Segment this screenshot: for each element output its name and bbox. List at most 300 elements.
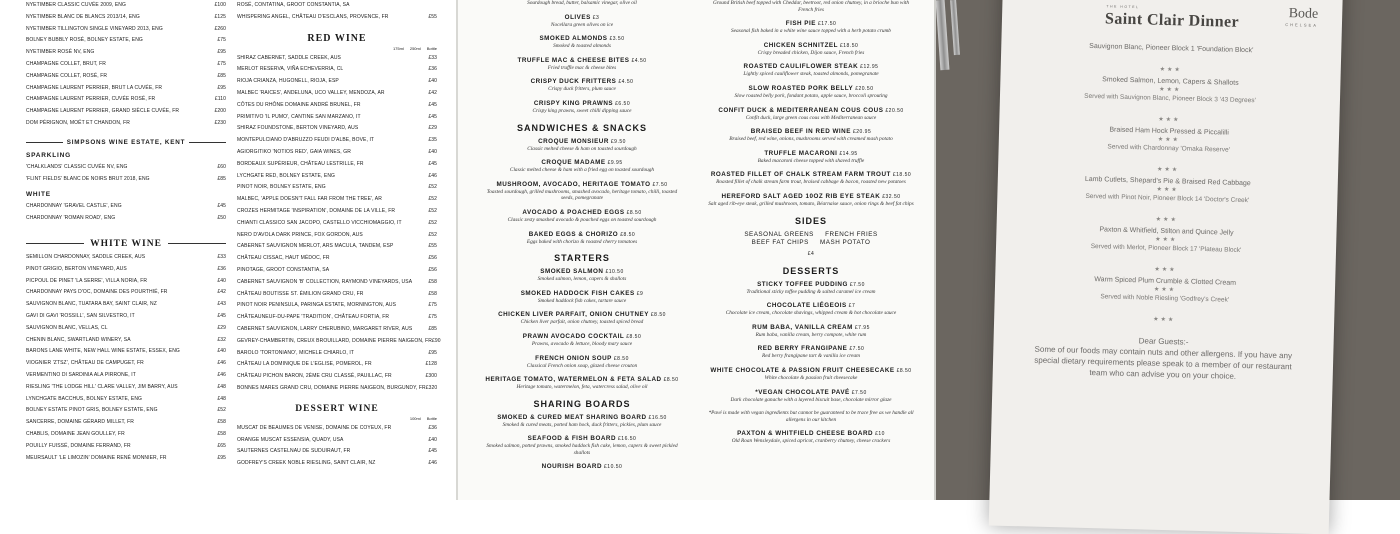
menu-item-price: £4.50	[618, 79, 634, 86]
wine-row	[237, 435, 437, 447]
wine-price: £300	[425, 373, 437, 380]
wine-name: PRIMITIVO 'IL PUMO', CANTINE SAN MARZANO, IT	[237, 113, 361, 120]
menu-item	[482, 0, 682, 7]
dessert-size-labels	[237, 416, 437, 423]
wine-name: VERMENTINO DI SARDINIA ALA PIRRONE, IT	[26, 371, 136, 378]
menu-item-price: £10	[875, 431, 885, 438]
menu-item-name: CONFIT DUCK & MEDITERRANEAN COUS COUS	[718, 106, 884, 114]
menu-item-description: Braised beef, red wine, onions, mushrooms served with creamed mash potato	[729, 136, 893, 143]
wine-price: £320	[425, 384, 438, 391]
menu-item-name: PAXTON & WHITFIELD CHEESE BOARD	[737, 430, 874, 438]
wine-price: £46	[428, 460, 437, 467]
menu-item-description: Crispy king prawns, sweet chilli dipping sauce	[532, 107, 632, 114]
wine-price	[393, 0, 437, 12]
menu-item	[706, 20, 916, 35]
wine-price: £46	[428, 172, 437, 179]
wine-row	[26, 35, 226, 47]
menu-item-description: Toasted sourdough, grilled mushrooms, smashed avocado, heritage tomato, chilli, toasted seeds, pomegranate	[486, 188, 678, 202]
wine-row	[26, 12, 226, 24]
wine-price: £200	[214, 108, 226, 115]
wine-name: CHARDONNAY 'GRAVEL CASTLE', ENG	[26, 203, 122, 210]
wine-name: RIESLING 'THE LODGE HILL' CLARE VALLEY, JIM BARRY, AUS	[26, 383, 178, 390]
menu-item	[482, 376, 682, 391]
white-wine-heading: WHITE WINE	[90, 238, 162, 249]
wine-row	[237, 0, 437, 12]
red-wine-list	[237, 53, 441, 395]
wine-row	[237, 312, 437, 324]
wine-row	[237, 147, 437, 159]
menu-item	[482, 78, 682, 93]
wine-row	[26, 394, 226, 406]
menu-item-name: STICKY TOFFEE PUDDING	[757, 280, 848, 288]
wine-row	[26, 358, 226, 370]
wine-price: £46	[217, 371, 226, 378]
glass-label: 100ml	[409, 415, 421, 421]
menu-item	[482, 209, 682, 224]
menu-item-price: £16.50	[648, 414, 667, 421]
wine-row	[26, 382, 226, 394]
wine-name: CHARDONNAY 'ROMAN ROAD', ENG	[26, 215, 116, 222]
course-wine: Served with Merlot, Pioneer Block 17 'Plateau Block'	[1090, 243, 1242, 254]
course	[1001, 40, 1341, 59]
menu-item-name: MUSHROOM, AVOCADO, HERITAGE TOMATO	[496, 180, 651, 188]
menu-item-price: £8.50	[896, 367, 912, 374]
wine-price: £230	[214, 119, 226, 126]
course-dish: Warm Spiced Plum Crumble & Clotted Cream	[1094, 276, 1237, 287]
wine-list-column-b	[237, 0, 441, 470]
wine-row	[237, 123, 437, 135]
wine-row	[26, 59, 226, 71]
white-wine-list	[26, 252, 226, 464]
course-dish: Paxton & Whitfield, Stilton and Quince Jelly	[1099, 226, 1234, 237]
starters-heading: STARTERS	[554, 253, 610, 264]
wine-row	[26, 24, 226, 36]
wine-row	[237, 253, 437, 265]
wine-price: £65	[217, 442, 226, 449]
white-heading: WHITE	[26, 191, 51, 199]
wine-name: CHAMPAGNE COLLET, ROSÉ, FR	[26, 72, 108, 79]
wine-row	[26, 429, 226, 441]
wine-row	[26, 0, 226, 12]
simpsons-heading-row	[26, 139, 226, 146]
menu-item	[706, 107, 916, 122]
wine-row	[237, 277, 437, 289]
wine-name: POUILLY FUISSÉ, DOMAINE FERRAND, FR	[26, 442, 131, 449]
menu-item-price: £7.50	[849, 281, 865, 288]
nibbles-list	[482, 0, 682, 115]
divider-stars: ★★★	[1153, 316, 1176, 324]
wine-price: £33	[217, 253, 226, 260]
menu-item	[706, 42, 916, 57]
course	[996, 213, 1337, 259]
menu-item-name: CHICKEN SCHNITZEL	[763, 41, 838, 49]
menu-item	[482, 311, 682, 326]
sides-heading: SIDES	[794, 215, 827, 226]
menu-item-description: Old Roan Wensleydale, spiced apricot, cranberry chutney, cheese crackers	[731, 438, 891, 445]
wine-row	[26, 94, 226, 106]
wine-price: £56	[428, 266, 437, 273]
wine-name: MUSCAT DE BEAUMES DE VENISE, DOMAINE DE COYEUX, FR	[237, 424, 392, 431]
course-dish: Smoked Salmon, Lemon, Capers & Shallots	[1102, 76, 1239, 87]
wine-name: LYCHGATE RED, BOLNEY ESTATE, ENG	[237, 172, 336, 179]
menu-item	[482, 414, 682, 429]
menu-item	[482, 159, 682, 174]
menu-item-price: £20.50	[855, 85, 874, 92]
wine-price: £90	[431, 337, 441, 344]
menu-item-name: WHITE CHOCOLATE & PASSION FRUIT CHEESECAKE	[710, 366, 895, 374]
menu-item-price: £10.50	[604, 464, 623, 471]
menu-item-price: £12.95	[860, 64, 879, 71]
wine-row	[237, 12, 437, 24]
wine-name: PINOT NOIR PENINSULA, PARINGA ESTATE, MORNINGTON, AUS	[237, 302, 397, 309]
menu-item	[482, 231, 682, 246]
divider-stars: ★★★	[1159, 86, 1182, 94]
menu-item-price: £7.95	[854, 324, 870, 331]
wine-price: £40	[428, 148, 437, 155]
wine-price: £45	[217, 312, 226, 319]
menu-item-price: £8.50	[650, 312, 666, 319]
menu-item-description: Classic zesty smashed avocado & poached eggs on toasted sourdough	[507, 216, 657, 223]
wine-name: MONTEPULCIANO D'ABRUZZO FEUDI D'ALBE, BOVE, IT	[237, 137, 375, 144]
wine-name: CHÂTEAU BOUTISSE ST. ÉMILION GRAND CRU, FR	[237, 290, 364, 297]
menu-item-price: £18.50	[892, 172, 912, 179]
wine-row	[26, 453, 226, 465]
menu-item	[482, 333, 682, 348]
wine-name: CHENIN BLANC, SWARTLAND WINERY, SA	[26, 336, 131, 343]
divider-stars: ★★★	[1156, 166, 1180, 174]
wine-price: £95	[217, 49, 226, 56]
sparkling-list	[26, 162, 226, 186]
wine-name: CHÂTEAUNEUF-DU-PAPE 'TRADITION', CHÂTEAU FORTIA, FR	[237, 314, 390, 321]
wine-name: SHIRAZ FOUNDSTONE, BERTON VINEYARD, AUS	[237, 125, 359, 132]
hotel-logo-text: Bode	[1288, 6, 1319, 22]
wine-price: £45	[428, 113, 437, 120]
wine-price: £110	[214, 96, 226, 103]
sides-price: £4	[807, 250, 815, 257]
menu-item-name: SEAFOOD & FISH BOARD	[527, 435, 617, 443]
dinner-card-photo	[936, 0, 1400, 500]
menu-item-name: PRAWN AVOCADO COCKTAIL	[522, 332, 625, 340]
wine-price: £75	[217, 60, 226, 67]
wine-price: £42	[428, 89, 437, 96]
wine-price: £52	[428, 196, 437, 203]
course	[997, 163, 1338, 209]
menu-item	[706, 281, 916, 296]
menu-item-name: OLIVES	[564, 13, 591, 21]
menu-item	[706, 367, 916, 382]
wine-price: £33	[428, 54, 437, 61]
wine-name: CHAMPAGNE LAURENT PERRIER, BRUT LA CUVÉE, FR	[26, 84, 163, 91]
wine-price: £45	[217, 203, 226, 210]
wine-row	[237, 241, 437, 253]
food-menu-column-left	[482, 0, 682, 478]
wine-row	[237, 112, 437, 124]
course	[995, 263, 1336, 309]
wine-name: MEURSAULT 'LE LIMOZIN' DOMAINE RENÉ MONNIER, FR	[26, 454, 167, 461]
menu-item-description: Crispy breaded chicken, Dijon sauce, French fries	[757, 49, 865, 56]
glass-size-labels	[237, 46, 437, 53]
wine-row	[237, 88, 437, 100]
menu-item	[482, 355, 682, 370]
wine-row	[26, 213, 226, 225]
menu-item-description: Smoked & cured meats, potted ham hock, duck fritters, pickles, plum sauce	[502, 421, 662, 428]
wine-row	[237, 159, 437, 171]
champagne-list	[26, 0, 226, 130]
wine-row	[237, 194, 437, 206]
wine-name: GAVI DI GAVI 'ROSSILL', SAN SILVESTRO, IT	[26, 312, 135, 319]
wine-row	[237, 76, 437, 88]
wine-row	[26, 83, 226, 95]
glass-label: 250ml	[409, 45, 421, 51]
divider-stars: ★★★	[1158, 116, 1181, 124]
wine-name: MALBEC, 'APPLE DOESN'T FALL FAR FROM THE TREE', AR	[237, 196, 382, 203]
menu-item-price: £3.50	[609, 36, 625, 43]
course-wine: Served with Noble Riesling 'Godfrey's Creek'	[1100, 293, 1230, 304]
fork-icon	[950, 0, 960, 55]
sides-row: BEEF FAT CHIPS MASH POTATO	[751, 238, 871, 246]
menu-item-name: BAKED EGGS & CHORIZO	[528, 230, 619, 238]
wine-row	[237, 135, 437, 147]
menu-item-description: Ground British beef topped with Cheddar, beetroot, red onion chutney, in a brioche bun with French fries	[712, 0, 910, 13]
menu-item-description: Traditional sticky toffee pudding & salted caramel ice cream	[746, 288, 876, 295]
wine-row	[237, 446, 437, 458]
menu-item-description: Confit duck, large green cous cous with Mediterranean sauce	[745, 114, 877, 121]
menu-item-name: FRENCH ONION SOUP	[535, 354, 612, 362]
wine-name: ROSÉ, CONTATINA, GROOT CONSTANTIA, SA	[237, 2, 350, 8]
course-dish: Braised Ham Hock Pressed & Piccalilli	[1109, 126, 1229, 137]
menu-item-price: £7.50	[849, 346, 865, 353]
wine-row	[26, 174, 226, 186]
wine-name: LYNCHGATE BACCHUS, BOLNEY ESTATE, ENG	[26, 395, 143, 402]
menu-item-description: Roasted fillet of chalk stream farm trout, braised cabbage & bacon, roasted new potatoes	[716, 179, 906, 186]
starters-list	[482, 268, 682, 391]
wine-row	[237, 182, 437, 194]
wine-row	[237, 171, 437, 183]
wine-name: CHAMPAGNE LAURENT PERRIER, GRAND SIÈCLE CUVÉE, FR	[26, 108, 180, 115]
wine-name: CHAMPAGNE COLLET, BRUT, FR	[26, 60, 107, 67]
wine-row	[26, 441, 226, 453]
menu-item-price: £7	[848, 303, 856, 310]
divider	[168, 243, 226, 244]
wine-row	[26, 264, 226, 276]
menu-item-description: Seasonal fish baked in a white wine sauce topped with a herb potato crumb	[731, 28, 891, 35]
menu-item-description: Smoked salmon, lemon, capers & shallots	[537, 276, 627, 283]
glass-label: Bottle	[426, 45, 437, 51]
menu-item-description: Crispy duck fritters, plum sauce	[548, 86, 616, 93]
menu-item-name: CRISPY DUCK FRITTERS	[530, 78, 617, 86]
dinner-title: Saint Clair Dinner	[1104, 10, 1240, 31]
wine-row	[237, 324, 437, 336]
wine-name: CABERNET SAUVIGNON MERLOT, ARS MACULA, TANDEM, ESP	[237, 243, 394, 250]
wine-row	[237, 53, 437, 65]
menu-item-name: RUM BABA, VANILLA CREAM	[752, 323, 853, 331]
menu-item-price: £8.50	[626, 333, 642, 340]
wine-price: £46	[217, 360, 226, 367]
wine-price: £48	[217, 395, 226, 402]
menu-item-name: CHOCOLATE LIÉGEOIS	[766, 302, 847, 310]
wine-price: £36	[428, 66, 437, 73]
wine-row	[26, 201, 226, 213]
wine-price: £32	[217, 336, 226, 343]
wine-name: NYETIMBER TILLINGTON SINGLE VINEYARD 2013, ENG	[26, 25, 163, 32]
wine-name: MERLOT RESERVA, VIÑA ECHEVERRIA, CL	[237, 66, 344, 73]
menu-item-description: Classic melted cheese & ham with a fried egg on toasted sourdough	[509, 167, 655, 174]
menu-item-name: HERITAGE TOMATO, WATERMELON & FETA SALAD	[485, 376, 662, 384]
menu-item	[482, 35, 682, 50]
menu-item	[482, 435, 682, 456]
menu-item	[706, 345, 916, 360]
wine-price: £58	[217, 419, 226, 426]
wine-name: PICPOUL DE PINET 'LA SERRE', VILLA NORIA, FR	[26, 277, 148, 284]
wine-row	[237, 300, 437, 312]
wine-name: CÔTES DU RHÔNE DOMAINE ANDRÉ BRUNEL, FR	[237, 101, 361, 108]
allergen-note: Some of our foods may contain nuts and other allergens. If you have any special dietary requirements please speak to a member of our restaurant team who can advise you on your choice.	[1034, 344, 1293, 381]
menu-item-description: Heritage tomato, watermelon, feta, watercress salad, olive oil	[516, 384, 648, 391]
menu-item-name: AVOCADO & POACHED EGGS	[522, 208, 625, 216]
wine-price: £75	[428, 314, 437, 321]
wine-name: BONNES MARES GRAND CRU, DOMAINE PIERRE NAIGEON, BURGUNDY, FR	[237, 384, 426, 391]
menu-item-description: White chocolate & passion fruit cheesecake	[764, 374, 858, 381]
menu-item-name: CRISPY KING PRAWNS	[533, 99, 614, 107]
sharing-list	[482, 414, 682, 472]
menu-item-price: £6.50	[615, 100, 631, 107]
menu-item-name: TRUFFLE MAC & CHEESE BITES	[517, 56, 630, 64]
guests-heading: Dear Guests:-	[1138, 336, 1189, 347]
menu-item-price: £8.50	[626, 209, 642, 216]
menu-item	[706, 150, 916, 165]
menu-item-name: RED BERRY FRANGIPANE	[757, 345, 848, 353]
wine-price: £48	[217, 383, 226, 390]
wine-name: GODFREY'S CREEK NOBLE RIESLING, SAINT CLAIR, NZ	[237, 460, 376, 467]
menu-item-description: Classic melted cheese & ham on toasted sourdough	[527, 145, 637, 152]
menu-item-description: Lightly spiced cauliflower steak, toasted almonds, pomegranate	[743, 71, 879, 78]
wine-name: CROZES HERMITAGE 'INSPIRATION', DOMAINE DE LA VILLE, FR	[237, 207, 396, 214]
wine-name: MALBEC 'RAICES', ANDELUNA, UCO VALLEY, MENDOZA, AR	[237, 89, 385, 96]
fork-icon	[936, 0, 950, 70]
menu-item-name: BRAISED BEEF IN RED WINE	[750, 128, 851, 136]
food-menu-page	[458, 0, 936, 500]
wine-row	[26, 405, 226, 417]
wine-row	[237, 383, 437, 395]
menu-item	[482, 181, 682, 202]
menu-item-name: SMOKED & CURED MEAT SHARING BOARD	[497, 413, 647, 421]
wine-name: PINOT GRIGIO, BERTON VINEYARD, AUS	[26, 265, 127, 272]
menu-item	[706, 63, 916, 78]
wine-row	[26, 276, 226, 288]
menu-item	[482, 268, 682, 283]
menu-item-price: £9	[636, 290, 644, 297]
menu-item-description: Red berry frangipane tart & vanilla ice cream	[762, 353, 860, 360]
menu-item-description: Classical French onion soup, glazed cheese crouton	[526, 362, 638, 369]
sandwiches-heading: SANDWICHES & SNACKS	[516, 122, 647, 133]
wine-row	[26, 299, 226, 311]
menu-item	[706, 302, 916, 317]
menu-item-name: NOURISH BOARD	[541, 463, 603, 471]
sides-block	[706, 231, 916, 258]
wine-price: £35	[428, 137, 437, 144]
wine-price: £42	[217, 289, 226, 296]
menu-item-description: Eggs baked with chorizo & roasted cherry tomatoes	[526, 238, 638, 245]
course	[1000, 63, 1341, 109]
menu-item	[706, 0, 916, 13]
wine-price: £85	[217, 72, 226, 79]
course-wine: Served with Chardonnay 'Omaka Reserve'	[1107, 143, 1230, 154]
wine-price: £45	[428, 448, 437, 455]
menu-item-name: CROQUE MONSIEUR	[538, 137, 609, 145]
wine-name: RIOJA CRIANZA, HUGONELL, RIOJA, ESP	[237, 78, 339, 85]
menu-item-name: SMOKED HADDOCK FISH CAKES	[520, 289, 635, 297]
wine-name: SAUTERNES CASTELNAU DE SUDUIRAUT, FR	[237, 448, 351, 455]
divider-stars: ★★★	[1157, 136, 1181, 144]
wine-price: £128	[425, 361, 437, 368]
menu-item-description: Chocolate ice cream, chocolate shavings, whipped cream & hot chocolate sauce	[725, 310, 897, 317]
wine-name: BOLNEY BUBBLY ROSÉ, BOLNEY ESTATE, ENG	[26, 37, 143, 44]
wine-price: £40	[428, 78, 437, 85]
wine-name: AGIORGITIKO 'NOTIOS RED', GAIA WINES, GR	[237, 148, 351, 155]
menu-item-description: Smoked salmon, potted prawns, smoked haddock fish cake, lemon, capers & sweet pickled shallots	[486, 443, 678, 456]
wine-row	[237, 100, 437, 112]
menu-item-price: £20.95	[852, 129, 872, 136]
wine-price: £52	[428, 184, 437, 191]
hotel-logo	[1285, 6, 1318, 28]
menu-item-price: £4.50	[631, 57, 647, 64]
food-menu-column-right	[706, 0, 916, 452]
wine-price: £52	[428, 219, 437, 226]
wine-price: £50	[217, 215, 226, 222]
menu-item-name: HEREFORD SALT AGED 10OZ RIB EYE STEAK	[721, 192, 881, 200]
wine-row	[26, 323, 226, 335]
wine-row	[237, 218, 437, 230]
wine-name: BORDEAUX SUPÉRIEUR, CHÂTEAU LESTRILLE, FR	[237, 160, 364, 167]
dinner-card	[989, 0, 1344, 534]
menu-item-price: £10.50	[605, 269, 624, 276]
glass-label: 175ml	[392, 45, 404, 51]
wine-name: NYETIMBER CLASSIC CUVÉE 2009, ENG	[26, 2, 126, 8]
course	[999, 113, 1340, 159]
course-wine: Served with Pinot Noir, Pioneer Block 14 'Doctor's Creek'	[1085, 192, 1250, 205]
wine-name: CHÂTEAU CISSAC, HAUT MÉDOC, FR	[237, 255, 330, 262]
red-wine-heading: RED WINE	[307, 32, 367, 44]
divider-stars: ★★★	[1155, 216, 1178, 224]
menu-item-price: £8.50	[620, 231, 636, 238]
wine-name: 'FLINT FIELDS' BLANC DE NOIRS BRUT 2018, ENG	[26, 175, 150, 182]
menu-item-description: Sourdough bread, butter, balsamic vinegar, olive oil	[527, 0, 637, 6]
menu-item-description: Fried truffle mac & cheese bites	[547, 64, 617, 71]
wine-price: £55	[428, 243, 437, 250]
menu-item-description: *Pavé is made with vegan ingredients but cannot be guaranteed to be trace free as we handle all allergens in our kitchen	[708, 410, 914, 423]
menu-item	[706, 389, 916, 404]
menu-item-description: Smoked & toasted almonds	[553, 43, 611, 50]
wine-price: £45	[428, 101, 437, 108]
menu-item	[482, 57, 682, 72]
course-list	[995, 40, 1342, 309]
wine-name: WHISPERING ANGEL, CHÂTEAU D'ESCLANS, PROVENCE, FR	[237, 13, 389, 20]
wine-list-page	[0, 0, 458, 500]
menu-item	[706, 324, 916, 339]
wine-row	[26, 118, 226, 130]
wine-row	[26, 335, 226, 347]
wine-name: VIOGNIER 'ZTSZ', CHÂTEAU DE CAMPUGET, FR	[26, 360, 144, 367]
wine-row	[237, 289, 437, 301]
menu-item	[482, 14, 682, 29]
wine-row	[26, 346, 226, 358]
wine-price: £40	[217, 348, 226, 355]
menu-item-price: £17.50	[817, 21, 837, 28]
menu-item-name: ROASTED CAULIFLOWER STEAK	[743, 63, 859, 71]
menu-item	[482, 290, 682, 305]
mains-list	[706, 0, 916, 208]
wine-name: CHAMPAGNE LAURENT PERRIER, CUVÉE ROSÉ, FR	[26, 96, 156, 103]
